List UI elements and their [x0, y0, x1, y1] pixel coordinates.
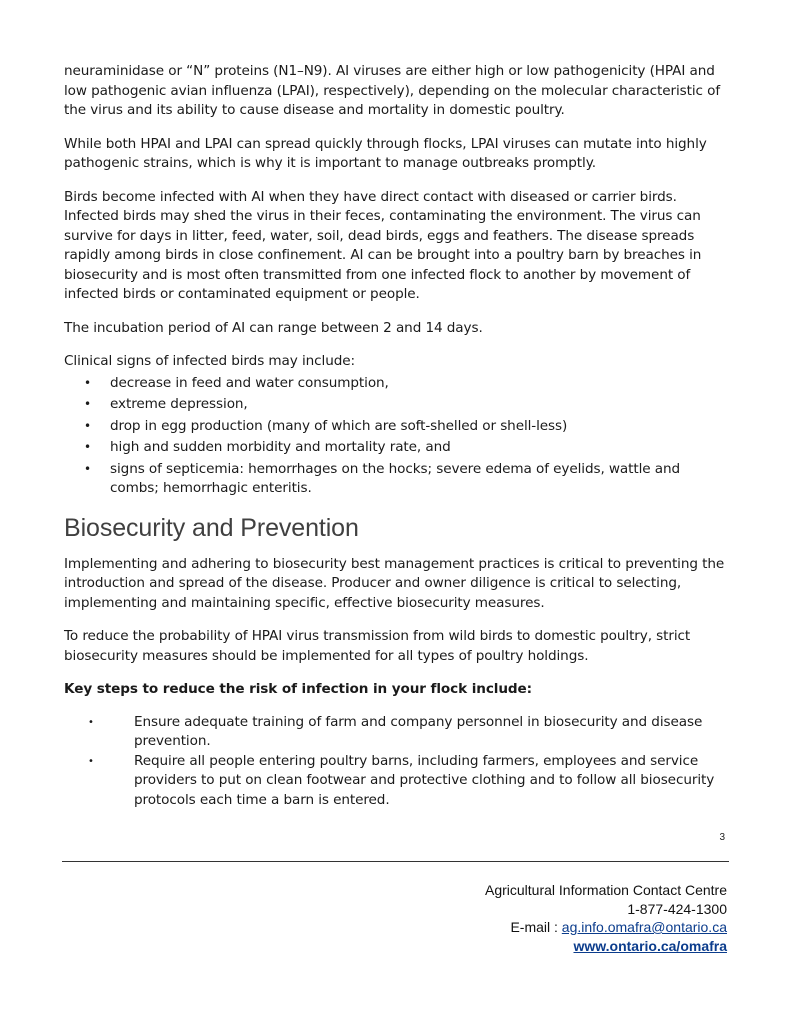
contact-phone: 1-877-424-1300: [627, 900, 727, 917]
footer-divider: [62, 861, 729, 862]
list-item: • high and sudden morbidity and mortality rate, and: [64, 438, 732, 458]
website-link[interactable]: www.ontario.ca/omafra: [573, 937, 727, 954]
contact-email-line: [485, 918, 727, 937]
intro-paragraph-3: Birds become infected with AI when they have direct contact with diseased or carrier birds. Infected birds may shed the virus in their feces, contaminating the environment. The virus can survive for days in litter, feed, water, soil, dead birds, eggs and feathers. The disease spreads rapidly among birds in close confinement. AI can be brought into a poultry barn by breaches in biosecurity and is most often transmitted from one infected flock to another by movement of infected birds or contaminated equipment or people.: [64, 188, 702, 302]
intro-paragraph-4: The incubation period of AI can range between 2 and 14 days.: [64, 319, 483, 336]
key-steps-heading: Key steps to reduce the risk of infection in your flock include:: [64, 681, 533, 697]
website-line: [485, 937, 727, 956]
list-item: • Ensure adequate training of farm and company personnel in biosecurity and disease prevention.: [64, 713, 732, 752]
footer-contact: [485, 881, 727, 955]
key-steps-list: [64, 713, 732, 811]
intro-paragraph-2: While both HPAI and LPAI can spread quickly through flocks, LPAI viruses can mutate into highly pathogenic strains, which is why it is important to manage outbreaks promptly.: [64, 135, 707, 171]
list-item: • drop in egg production (many of which are soft-shelled or shell-less): [64, 417, 732, 437]
page-body: [64, 62, 732, 810]
biosecurity-paragraph-2: To reduce the probability of HPAI virus transmission from wild birds to domestic poultry, strict biosecurity measures should be implemented for all types of poultry holdings.: [64, 628, 691, 664]
page-number: 3: [719, 832, 725, 843]
intro-paragraph-1: neuraminidase or “N” proteins (N1–N9). AI viruses are either high or low pathogenicity (HPAI and low pathogenic avian influenza (LPAI), respectively), depending on the molecular characteristic of the virus and its ability to cause disease and mortality in domestic poultry.: [64, 63, 721, 118]
clinical-signs-list: [64, 374, 732, 499]
list-item: • decrease in feed and water consumption,: [64, 374, 732, 394]
contact-centre-name: Agricultural Information Contact Centre: [485, 882, 727, 898]
list-item: • Require all people entering poultry barns, including farmers, employees and service providers to put on clean footwear and protective clothing and to follow all biosecurity protocols each time a barn is entered.: [64, 752, 732, 811]
biosecurity-paragraph-1: Implementing and adhering to biosecurity best management practices is critical to preventing the introduction and spread of the disease. Producer and owner diligence is critical to selecting, implementing and maintaining specific, effective biosecurity measures.: [64, 555, 725, 611]
email-link[interactable]: ag.info.omafra@ontario.ca: [561, 919, 727, 935]
email-label: E-mail :: [510, 919, 562, 935]
list-item: • extreme depression,: [64, 395, 732, 415]
section-heading: Biosecurity and Prevention: [64, 513, 359, 542]
clinical-signs-intro: Clinical signs of infected birds may include:: [64, 353, 355, 369]
list-item: • signs of septicemia: hemorrhages on the hocks; severe edema of eyelids, wattle and combs; hemorrhagic enteritis.: [64, 460, 732, 499]
